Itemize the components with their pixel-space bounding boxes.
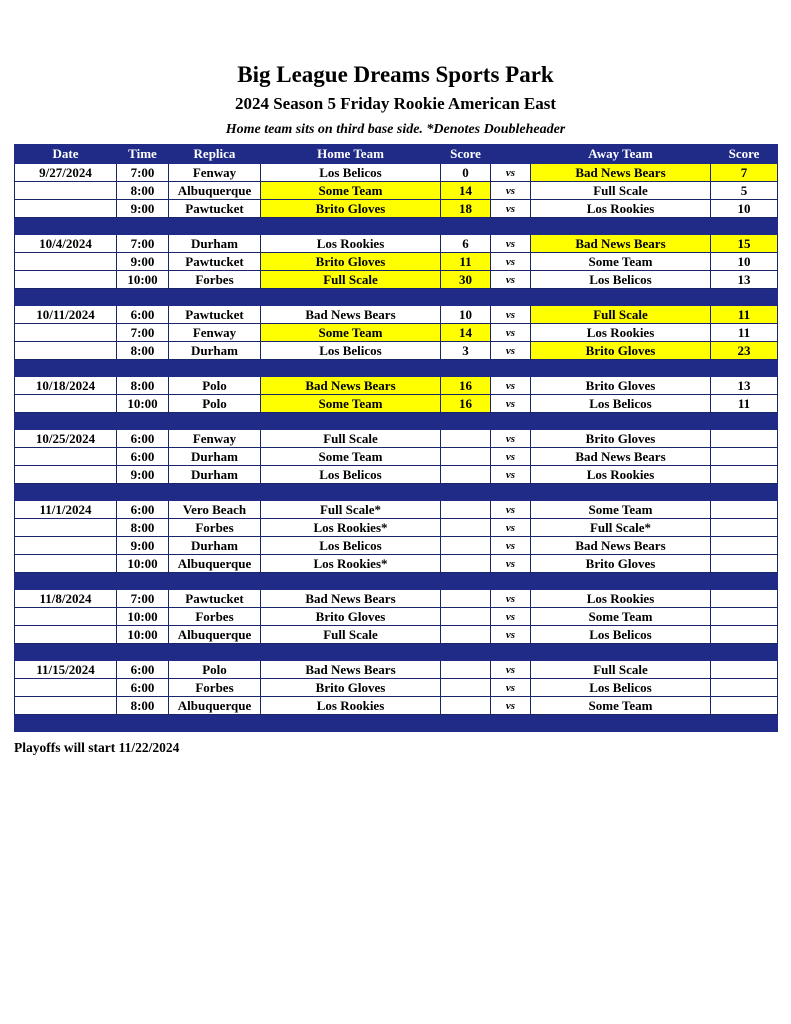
home-team-cell: Bad News Bears xyxy=(261,590,441,608)
home-team-cell: Some Team xyxy=(261,324,441,342)
home-team-cell: Some Team xyxy=(261,182,441,200)
game-row xyxy=(15,537,778,555)
away-team-cell: Los Belicos xyxy=(531,395,711,413)
time-cell: 10:00 xyxy=(117,395,169,413)
date-cell: 10/4/2024 xyxy=(15,235,117,253)
header-away-team: Away Team xyxy=(531,145,711,164)
replica-cell: Forbes xyxy=(169,679,261,697)
home-team-cell: Full Scale xyxy=(261,430,441,448)
date-cell xyxy=(15,679,117,697)
game-row xyxy=(15,253,778,271)
home-score-cell: 16 xyxy=(441,395,491,413)
home-score-cell xyxy=(441,448,491,466)
game-row xyxy=(15,590,778,608)
vs-cell: vs xyxy=(491,164,531,182)
vs-cell: vs xyxy=(491,537,531,555)
game-row xyxy=(15,324,778,342)
away-team-cell: Los Belicos xyxy=(531,626,711,644)
replica-cell: Pawtucket xyxy=(169,306,261,324)
game-row xyxy=(15,395,778,413)
vs-cell: vs xyxy=(491,253,531,271)
away-team-cell: Los Rookies xyxy=(531,466,711,484)
game-row xyxy=(15,608,778,626)
time-cell: 8:00 xyxy=(117,377,169,395)
replica-cell: Durham xyxy=(169,235,261,253)
date-cell: 10/18/2024 xyxy=(15,377,117,395)
game-row xyxy=(15,466,778,484)
away-score-cell: 10 xyxy=(711,200,778,218)
date-cell xyxy=(15,555,117,573)
away-team-cell: Bad News Bears xyxy=(531,164,711,182)
game-row xyxy=(15,164,778,182)
table-header-row xyxy=(15,145,778,164)
replica-cell: Albuquerque xyxy=(169,626,261,644)
vs-cell: vs xyxy=(491,590,531,608)
away-score-cell xyxy=(711,466,778,484)
separator-row xyxy=(15,484,778,501)
away-team-cell: Some Team xyxy=(531,608,711,626)
home-score-cell xyxy=(441,626,491,644)
home-score-cell xyxy=(441,661,491,679)
time-cell: 6:00 xyxy=(117,306,169,324)
away-score-cell: 11 xyxy=(711,324,778,342)
home-team-cell: Los Belicos xyxy=(261,537,441,555)
home-score-cell: 16 xyxy=(441,377,491,395)
replica-cell: Durham xyxy=(169,466,261,484)
date-cell xyxy=(15,537,117,555)
header-home-team: Home Team xyxy=(261,145,441,164)
replica-cell: Albuquerque xyxy=(169,182,261,200)
page-title: Big League Dreams Sports Park xyxy=(237,62,554,87)
game-row xyxy=(15,519,778,537)
replica-cell: Forbes xyxy=(169,271,261,289)
away-score-cell xyxy=(711,626,778,644)
replica-cell: Albuquerque xyxy=(169,697,261,715)
away-score-cell xyxy=(711,697,778,715)
home-team-cell: Full Scale xyxy=(261,626,441,644)
away-team-cell: Los Rookies xyxy=(531,590,711,608)
date-cell: 11/15/2024 xyxy=(15,661,117,679)
game-row xyxy=(15,626,778,644)
game-row xyxy=(15,182,778,200)
header-home-score: Score xyxy=(441,145,491,164)
vs-cell: vs xyxy=(491,679,531,697)
separator-bar xyxy=(15,484,778,501)
replica-cell: Pawtucket xyxy=(169,200,261,218)
time-cell: 10:00 xyxy=(117,626,169,644)
away-score-cell: 11 xyxy=(711,395,778,413)
replica-cell: Vero Beach xyxy=(169,501,261,519)
date-cell xyxy=(15,253,117,271)
game-row xyxy=(15,342,778,360)
playoffs-note: Playoffs will start 11/22/2024 xyxy=(14,740,180,755)
home-team-cell: Los Rookies* xyxy=(261,555,441,573)
home-team-cell: Brito Gloves xyxy=(261,608,441,626)
game-row xyxy=(15,377,778,395)
time-cell: 10:00 xyxy=(117,555,169,573)
replica-cell: Forbes xyxy=(169,519,261,537)
away-score-cell xyxy=(711,679,778,697)
replica-cell: Fenway xyxy=(169,164,261,182)
home-team-cell: Brito Gloves xyxy=(261,253,441,271)
home-score-cell: 3 xyxy=(441,342,491,360)
vs-cell: vs xyxy=(491,430,531,448)
header-time: Time xyxy=(117,145,169,164)
home-score-cell xyxy=(441,679,491,697)
away-score-cell xyxy=(711,430,778,448)
away-team-cell: Bad News Bears xyxy=(531,448,711,466)
date-cell xyxy=(15,697,117,715)
away-score-cell xyxy=(711,590,778,608)
game-row xyxy=(15,448,778,466)
game-row xyxy=(15,501,778,519)
game-row xyxy=(15,430,778,448)
vs-cell: vs xyxy=(491,377,531,395)
time-cell: 8:00 xyxy=(117,519,169,537)
vs-cell: vs xyxy=(491,661,531,679)
date-cell xyxy=(15,395,117,413)
home-team-cell: Bad News Bears xyxy=(261,377,441,395)
vs-cell: vs xyxy=(491,395,531,413)
away-team-cell: Bad News Bears xyxy=(531,235,711,253)
away-team-cell: Brito Gloves xyxy=(531,430,711,448)
separator-bar xyxy=(15,715,778,732)
home-team-cell: Some Team xyxy=(261,448,441,466)
vs-cell: vs xyxy=(491,324,531,342)
time-cell: 9:00 xyxy=(117,253,169,271)
date-cell: 11/1/2024 xyxy=(15,501,117,519)
away-score-cell xyxy=(711,608,778,626)
away-team-cell: Los Belicos xyxy=(531,271,711,289)
separator-bar xyxy=(15,218,778,235)
game-row xyxy=(15,235,778,253)
replica-cell: Polo xyxy=(169,395,261,413)
replica-cell: Pawtucket xyxy=(169,590,261,608)
header-vs xyxy=(491,145,531,164)
vs-cell: vs xyxy=(491,555,531,573)
vs-cell: vs xyxy=(491,342,531,360)
replica-cell: Fenway xyxy=(169,324,261,342)
away-score-cell xyxy=(711,519,778,537)
away-team-cell: Brito Gloves xyxy=(531,342,711,360)
date-cell xyxy=(15,448,117,466)
away-score-cell: 23 xyxy=(711,342,778,360)
away-team-cell: Bad News Bears xyxy=(531,537,711,555)
time-cell: 9:00 xyxy=(117,466,169,484)
date-cell xyxy=(15,342,117,360)
home-score-cell xyxy=(441,501,491,519)
replica-cell: Albuquerque xyxy=(169,555,261,573)
away-team-cell: Some Team xyxy=(531,253,711,271)
home-score-cell xyxy=(441,697,491,715)
away-score-cell xyxy=(711,448,778,466)
home-score-cell: 6 xyxy=(441,235,491,253)
away-score-cell: 11 xyxy=(711,306,778,324)
separator-bar xyxy=(15,413,778,430)
home-score-cell xyxy=(441,608,491,626)
away-score-cell: 13 xyxy=(711,377,778,395)
away-score-cell xyxy=(711,537,778,555)
away-score-cell: 10 xyxy=(711,253,778,271)
home-score-cell: 30 xyxy=(441,271,491,289)
separator-row xyxy=(15,360,778,377)
home-score-cell: 0 xyxy=(441,164,491,182)
date-cell xyxy=(15,519,117,537)
home-score-cell xyxy=(441,519,491,537)
home-score-cell xyxy=(441,555,491,573)
date-cell: 10/11/2024 xyxy=(15,306,117,324)
replica-cell: Polo xyxy=(169,661,261,679)
game-row xyxy=(15,271,778,289)
separator-row xyxy=(15,413,778,430)
home-team-cell: Bad News Bears xyxy=(261,306,441,324)
time-cell: 7:00 xyxy=(117,590,169,608)
schedule-table xyxy=(14,144,778,732)
date-cell xyxy=(15,626,117,644)
time-cell: 7:00 xyxy=(117,164,169,182)
header-replica: Replica xyxy=(169,145,261,164)
home-team-cell: Brito Gloves xyxy=(261,200,441,218)
vs-cell: vs xyxy=(491,200,531,218)
time-cell: 7:00 xyxy=(117,235,169,253)
away-team-cell: Some Team xyxy=(531,697,711,715)
vs-cell: vs xyxy=(491,271,531,289)
home-team-cell: Los Rookies xyxy=(261,235,441,253)
home-score-cell: 14 xyxy=(441,324,491,342)
away-team-cell: Los Rookies xyxy=(531,324,711,342)
game-row xyxy=(15,555,778,573)
replica-cell: Durham xyxy=(169,448,261,466)
home-score-cell: 18 xyxy=(441,200,491,218)
time-cell: 9:00 xyxy=(117,537,169,555)
away-team-cell: Full Scale xyxy=(531,306,711,324)
separator-bar xyxy=(15,289,778,306)
away-team-cell: Full Scale xyxy=(531,182,711,200)
home-score-cell xyxy=(441,590,491,608)
separator-row xyxy=(15,715,778,732)
game-row xyxy=(15,697,778,715)
away-score-cell xyxy=(711,661,778,679)
game-row xyxy=(15,200,778,218)
game-row xyxy=(15,306,778,324)
separator-row xyxy=(15,644,778,661)
home-team-cell: Brito Gloves xyxy=(261,679,441,697)
vs-cell: vs xyxy=(491,448,531,466)
home-team-cell: Los Belicos xyxy=(261,164,441,182)
replica-cell: Fenway xyxy=(169,430,261,448)
home-score-cell: 11 xyxy=(441,253,491,271)
replica-cell: Polo xyxy=(169,377,261,395)
vs-cell: vs xyxy=(491,182,531,200)
away-team-cell: Full Scale xyxy=(531,661,711,679)
time-cell: 10:00 xyxy=(117,608,169,626)
away-score-cell: 13 xyxy=(711,271,778,289)
away-team-cell: Brito Gloves xyxy=(531,377,711,395)
time-cell: 6:00 xyxy=(117,679,169,697)
schedule-table-body xyxy=(15,164,778,732)
date-cell: 9/27/2024 xyxy=(15,164,117,182)
separator-row xyxy=(15,218,778,235)
home-score-cell xyxy=(441,466,491,484)
separator-row xyxy=(15,573,778,590)
replica-cell: Pawtucket xyxy=(169,253,261,271)
date-cell: 11/8/2024 xyxy=(15,590,117,608)
home-team-note: Home team sits on third base side. *Denotes Doubleheader xyxy=(225,122,566,137)
away-score-cell: 15 xyxy=(711,235,778,253)
date-cell xyxy=(15,200,117,218)
vs-cell: vs xyxy=(491,501,531,519)
home-team-cell: Los Rookies xyxy=(261,697,441,715)
game-row xyxy=(15,661,778,679)
away-team-cell: Some Team xyxy=(531,501,711,519)
time-cell: 6:00 xyxy=(117,661,169,679)
page-subtitle: 2024 Season 5 Friday Rookie American East xyxy=(234,94,557,113)
header-away-score: Score xyxy=(711,145,778,164)
away-score-cell: 7 xyxy=(711,164,778,182)
vs-cell: vs xyxy=(491,466,531,484)
time-cell: 7:00 xyxy=(117,324,169,342)
time-cell: 8:00 xyxy=(117,697,169,715)
home-team-cell: Los Belicos xyxy=(261,342,441,360)
away-team-cell: Full Scale* xyxy=(531,519,711,537)
time-cell: 8:00 xyxy=(117,342,169,360)
home-team-cell: Full Scale* xyxy=(261,501,441,519)
separator-bar xyxy=(15,644,778,661)
date-cell xyxy=(15,608,117,626)
home-score-cell: 14 xyxy=(441,182,491,200)
away-score-cell xyxy=(711,555,778,573)
home-score-cell: 10 xyxy=(441,306,491,324)
time-cell: 10:00 xyxy=(117,271,169,289)
home-team-cell: Some Team xyxy=(261,395,441,413)
date-cell xyxy=(15,466,117,484)
away-team-cell: Brito Gloves xyxy=(531,555,711,573)
date-cell xyxy=(15,324,117,342)
separator-bar xyxy=(15,573,778,590)
separator-bar xyxy=(15,360,778,377)
vs-cell: vs xyxy=(491,697,531,715)
home-score-cell xyxy=(441,430,491,448)
game-row xyxy=(15,679,778,697)
vs-cell: vs xyxy=(491,235,531,253)
vs-cell: vs xyxy=(491,519,531,537)
vs-cell: vs xyxy=(491,608,531,626)
away-score-cell xyxy=(711,501,778,519)
away-team-cell: Los Belicos xyxy=(531,679,711,697)
vs-cell: vs xyxy=(491,306,531,324)
header-date: Date xyxy=(15,145,117,164)
home-team-cell: Full Scale xyxy=(261,271,441,289)
replica-cell: Forbes xyxy=(169,608,261,626)
time-cell: 6:00 xyxy=(117,430,169,448)
date-cell xyxy=(15,271,117,289)
vs-cell: vs xyxy=(491,626,531,644)
home-team-cell: Los Belicos xyxy=(261,466,441,484)
separator-row xyxy=(15,289,778,306)
away-team-cell: Los Rookies xyxy=(531,200,711,218)
home-team-cell: Los Rookies* xyxy=(261,519,441,537)
away-score-cell: 5 xyxy=(711,182,778,200)
time-cell: 8:00 xyxy=(117,182,169,200)
date-cell xyxy=(15,182,117,200)
replica-cell: Durham xyxy=(169,537,261,555)
time-cell: 6:00 xyxy=(117,501,169,519)
date-cell: 10/25/2024 xyxy=(15,430,117,448)
home-score-cell xyxy=(441,537,491,555)
time-cell: 6:00 xyxy=(117,448,169,466)
time-cell: 9:00 xyxy=(117,200,169,218)
replica-cell: Durham xyxy=(169,342,261,360)
home-team-cell: Bad News Bears xyxy=(261,661,441,679)
